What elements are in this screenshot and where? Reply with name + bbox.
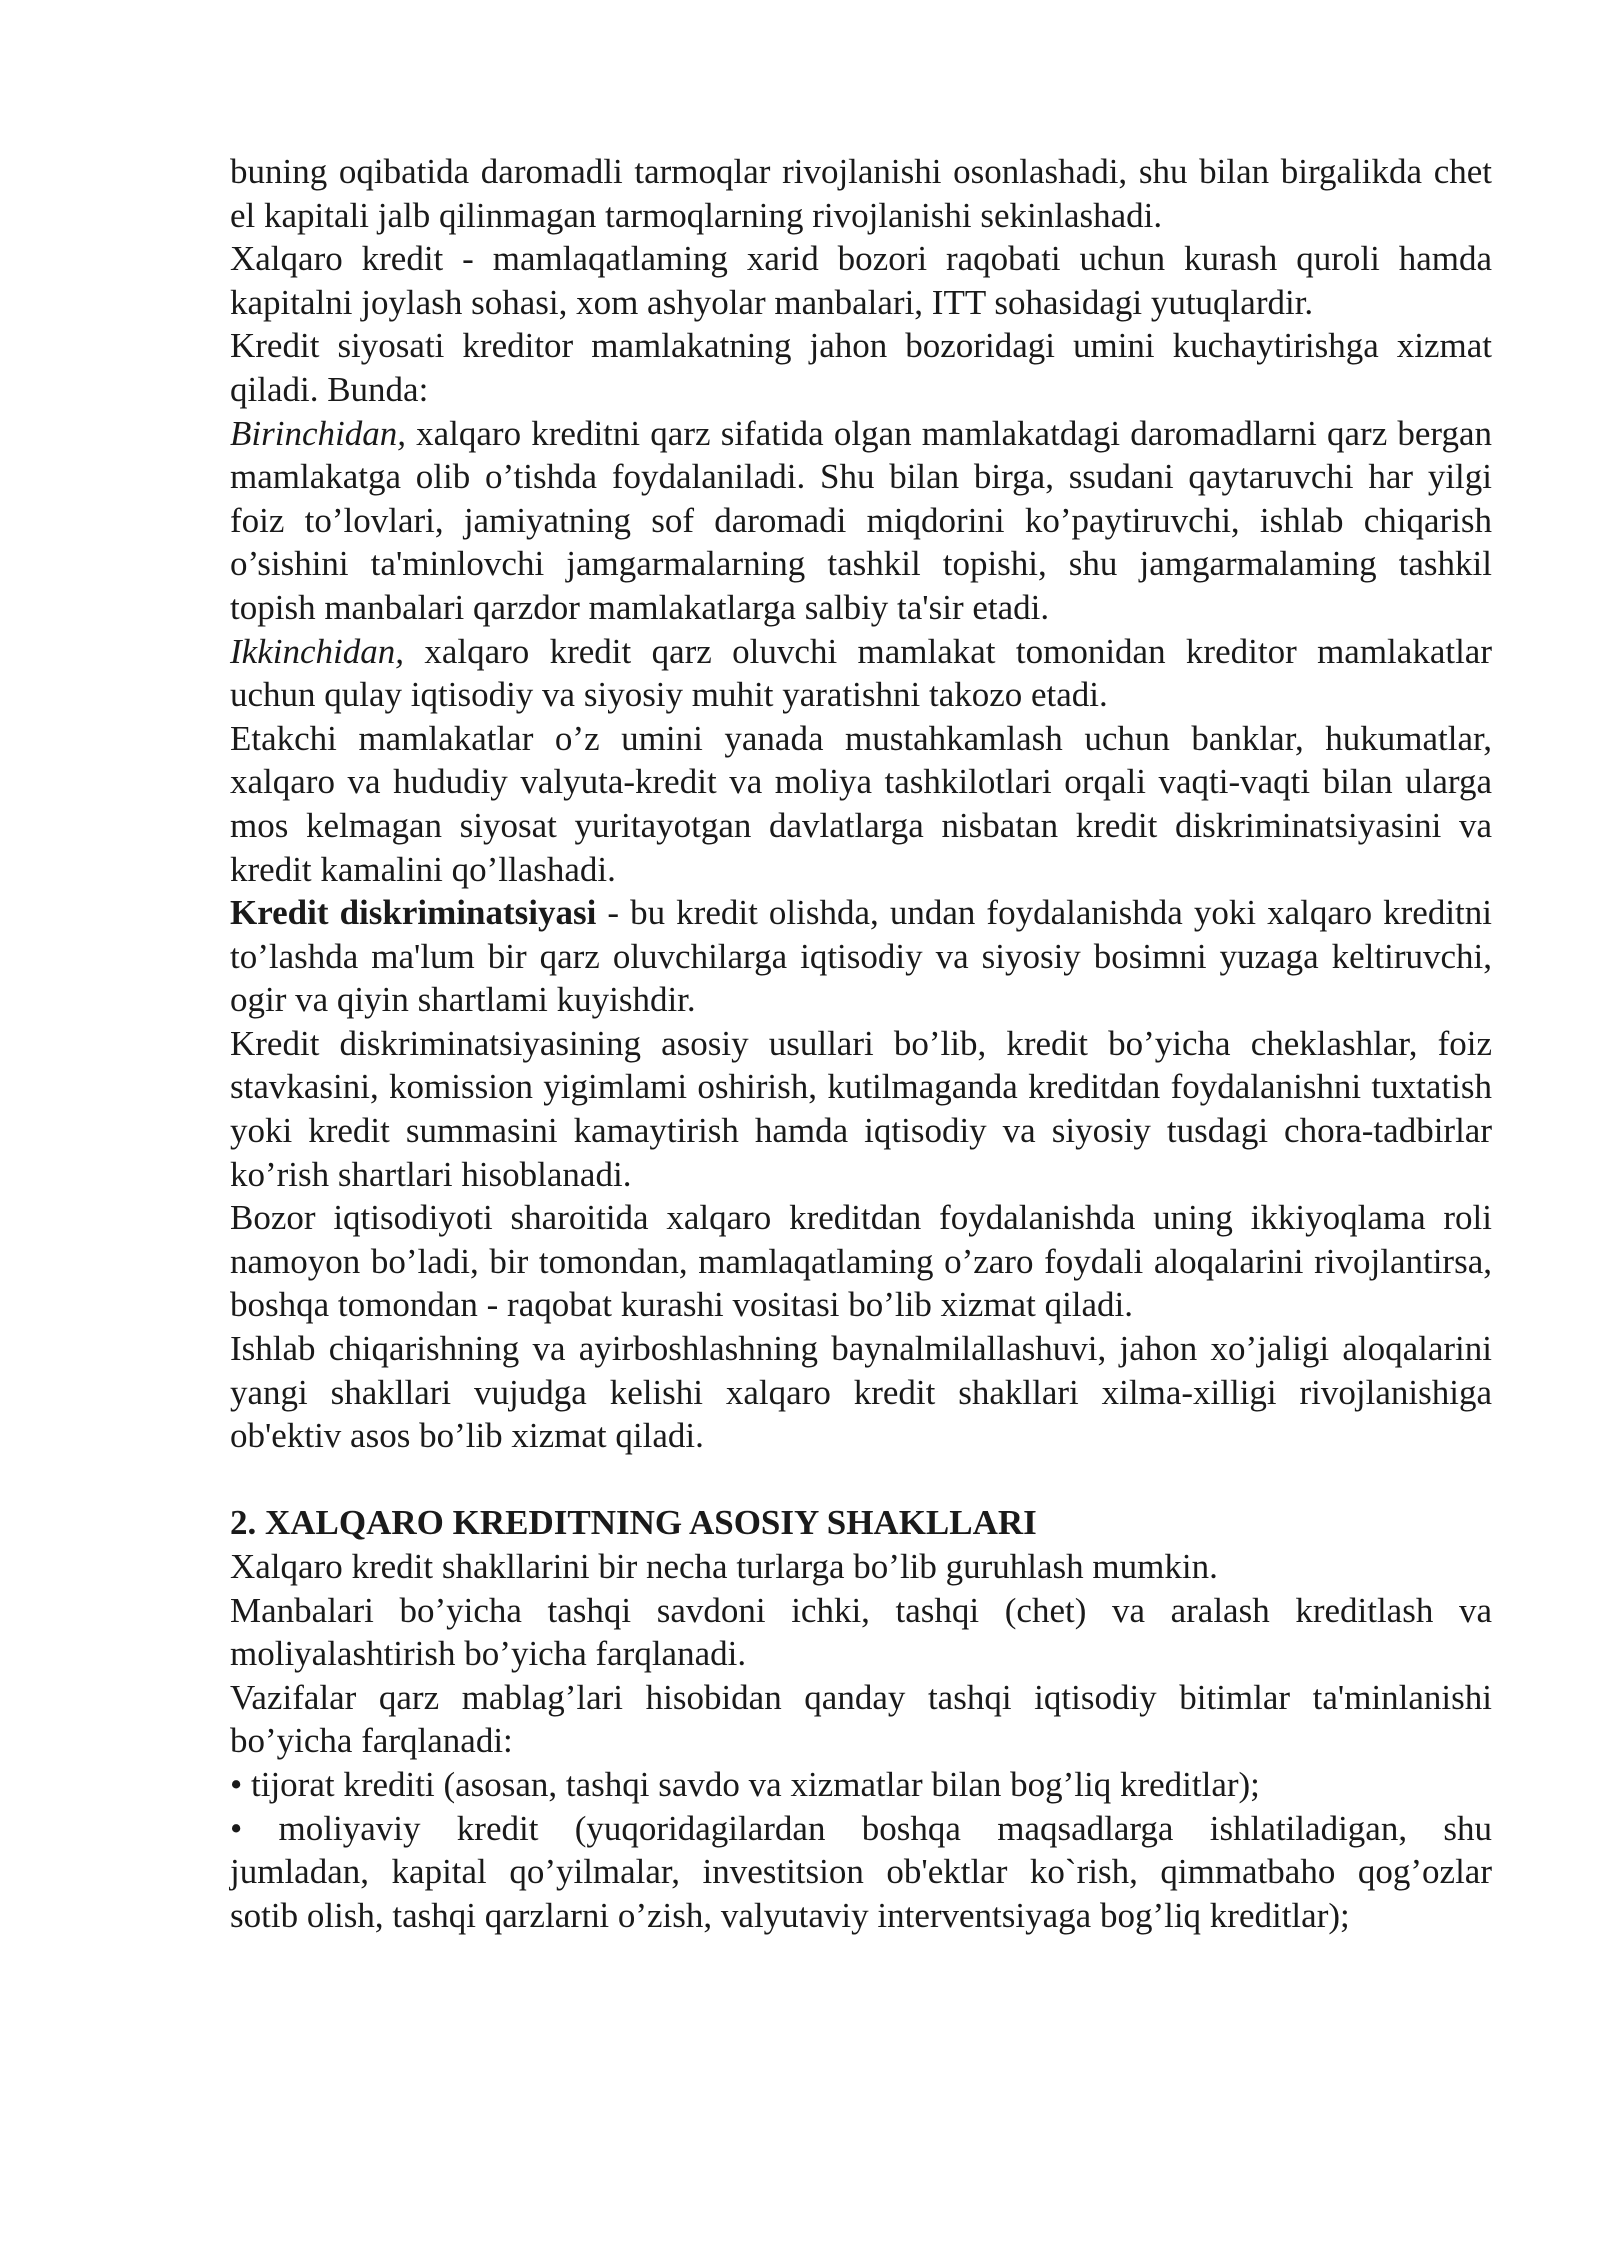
definition-text: - bu kredit olishda, undan foydalanishda yoki xalqaro kreditni to’lashda ma'lum bir qarz oluvchilarga iqtisodiy va siyosiy bosimni yuzaga keltiruvchi, ogir va qiyin shartlami kuyishdir. — [230, 893, 1493, 1020]
paragraph-shakllari: Xalqaro kredit shakllarini bir necha turlarga bo’lib guruhlash mumkin. — [230, 1547, 1218, 1586]
paragraph-kredit-siyosati: Kredit siyosati kreditor mamlakatning jahon bozoridagi umini kuchaytirishga xizmat qiladi. Bunda: — [230, 326, 1492, 409]
bullet-tijorat: • tijorat krediti (asosan, tashqi savdo va xizmatlar bilan bog’liq kreditlar); — [230, 1764, 1260, 1804]
paragraph-ishlab: Ishlab chiqarishning va ayirboshlashning baynalmilallashuvi, jahon xo’jaligi aloqalarini yangi shakllari vujudga kelishi xalqaro kredit shakllari xilma-xilligi rivojlanishiga ob'ektiv asos bo’lib xizmat qiladi. — [230, 1329, 1492, 1456]
paragraph-ikkinchidan — [230, 630, 1492, 717]
paragraph-etakchi: Etakchi mamlakatlar o’z umini yanada mustahkamlash uchun banklar, hukumatlar, xalqaro va hududiy valyuta-kredit va moliya tashkilotlari orqali vaqti-vaqti bilan ularga mos kelmagan siyosat yuritayotgan davlatlarga nisbatan kredit diskriminatsiyasini va kredit kamalini qo’llashadi. — [230, 718, 1492, 889]
paragraph-oqibatida: buning oqibatida daromadli tarmoqlar rivojlanishi osonlashadi, shu bilan birgalikda chet el kapitali jalb qilinmagan tarmoqlarning rivojlanishi sekinlashadi. — [230, 152, 1492, 235]
paragraph-manbalari: Manbalari bo’yicha tashqi savdoni ichki, tashqi (chet) va aralash kreditlash va moliyalashtirish bo’yicha farqlanadi. — [230, 1590, 1492, 1674]
paragraph-vazifalar: Vazifalar qarz mablag’lari hisobidan qanday tashqi iqtisodiy bitimlar ta'minlanishi bo’yicha farqlanadi: — [230, 1677, 1492, 1761]
bullet-moliyaviy-line-2: jumladan, kapital qo’yilmalar, investitsion ob'ektlar ko`rish, qimmatbaho qog’ozlar — [230, 1852, 1492, 1892]
section-heading: 2. XALQARO KREDITNING ASOSIY SHAKLLARI — [230, 1503, 1037, 1543]
paragraph-birinchidan — [230, 412, 1492, 630]
bullet-moliyaviy-line-3: sotib olish, tashqi qarzlarni o’zish, valyutaviy interventsiyaga bog’liq kreditlar); — [230, 1895, 1350, 1935]
paragraph-bozor: Bozor iqtisodiyoti sharoitida xalqaro kreditdan foydalanishda uning ikkiyoqlama roli namoyon bo’ladi, bir tomondan, mamlaqatlaming o’zaro foydali aloqalarini rivojlantirsa, boshqa tomondan - raqobat kurashi vositasi bo’lib xizmat qiladi. — [230, 1198, 1492, 1325]
definition-term: Kredit diskriminatsiyasi — [230, 893, 597, 933]
ikkinchidan-lead: Ikkinchidan, — [230, 631, 404, 671]
birinchidan-text: xalqaro kreditni qarz sifatida olgan mamlakatdagi daromadlarni qarz bergan mamlakatga olib o’tishda foydalaniladi. Shu bilan birga, ssudani qaytaruvchi har yilgi foiz to’lovlari, jamiyatning sof daromadi miqdorini ko’paytiruvchi, ishlab chiqarish o’sishini ta'minlovchi jamgarmalarning tashkil topishi, shu jamgarmalaming tashkil topish manbalari qarzdor mamlakatlarga salbiy ta'sir etadi. — [230, 413, 1492, 627]
paragraph-definition — [230, 891, 1492, 1022]
bullet-moliyaviy-line-1: • moliyaviy kredit (yuqoridagilardan boshqa maqsadlarga ishlatiladigan, shu — [230, 1808, 1492, 1848]
section-spacer — [230, 1458, 1492, 1502]
ikkinchidan-text: xalqaro kredit qarz oluvchi mamlakat tomonidan kreditor mamlakatlar uchun qulay iqtisodiy va siyosiy muhit yaratishni takozo etadi. — [230, 631, 1492, 715]
paragraph-usullari: Kredit diskriminatsiyasining asosiy usullari bo’lib, kredit bo’yicha cheklashlar, foiz stavkasini, komission yigimlami oshirish, kutilmaganda kreditdan foydalanishni tuxtatish yoki kredit summasini kamaytirish hamda iqtisodiy va siyosiy tusdagi chora-tadbirlar ko’rish shartlari hisoblanadi. — [230, 1023, 1492, 1194]
birinchidan-lead: Birinchidan, — [230, 413, 406, 453]
document-page — [230, 150, 1492, 1937]
paragraph-xalqaro-kredit: Xalqaro kredit - mamlaqatlaming xarid bozori raqobati uchun kurash quroli hamda kapitalni joylash sohasi, xom ashyolar manbalari, ITT sohasidagi yutuqlardir. — [230, 239, 1492, 322]
